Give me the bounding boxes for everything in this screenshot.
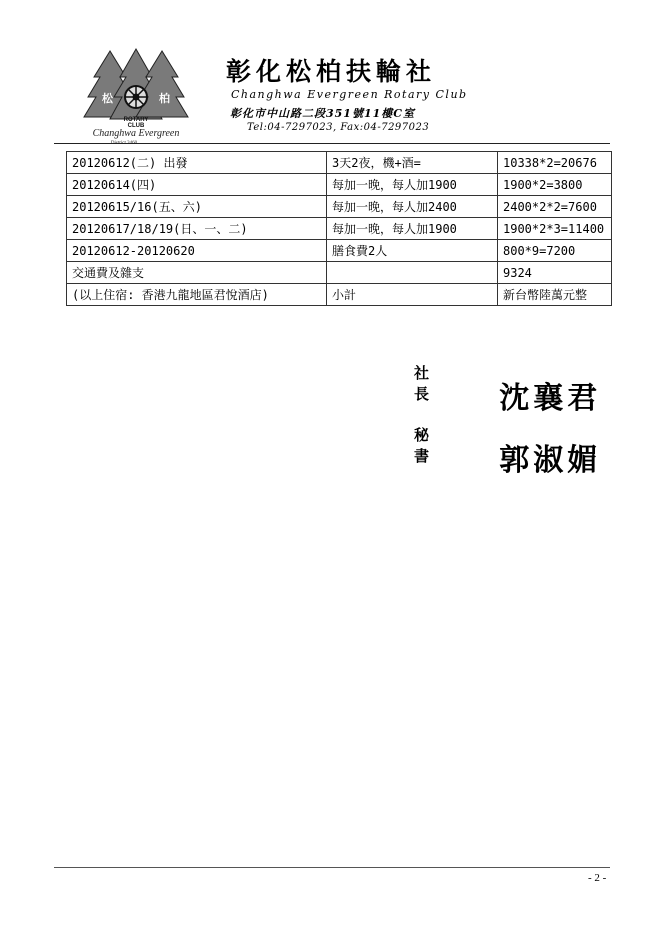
president-signature [414,362,601,417]
president-name: 沈襄君 [499,381,602,416]
table-row [67,262,612,284]
club-tel-fax: Tel:04-7297023, Fax:04-7297023 [247,122,430,133]
footer-divider [54,867,610,868]
table-cell-date: 20120617/18/19(日、一、二) [67,218,327,240]
secretary-name: 郭淑媚 [499,443,602,478]
table-cell-date: (以上住宿: 香港九龍地區君悅酒店) [67,284,327,306]
club-name: 彰化松柏扶輪社 [226,57,437,86]
table-cell-amount: 10338*2=20676 [498,152,612,174]
table-row [67,196,612,218]
pine-trees-rotary-wheel-logo [80,47,192,147]
logo-char-left: 松 [102,92,113,105]
table-cell-item: 每加一晚，每人加1900 [327,218,498,240]
secretary-role: 秘書 [414,426,458,465]
table-cell-item: 每加一晚，每人加2400 [327,196,498,218]
table-cell-date: 20120612(二) 出發 [67,152,327,174]
table-cell-date: 20120612-20120620 [67,240,327,262]
secretary-signature [414,424,601,479]
president-role: 社長 [414,364,458,403]
logo-char-right: 柏 [159,92,170,105]
table-cell-amount: 2400*2*2=7600 [498,196,612,218]
table-cell-item: 每加一晚，每人加1900 [327,174,498,196]
table-cell-amount: 800*9=7200 [498,240,612,262]
table-cell-date: 20120615/16(五、六) [67,196,327,218]
logo-rotary-text: ROTARY [123,117,149,123]
expense-table [66,151,612,306]
table-cell-amount: 9324 [498,262,612,284]
table-cell-amount: 新台幣陸萬元整 [498,284,612,306]
table-cell-item: 3天2夜，機+酒= [327,152,498,174]
table-row [67,152,612,174]
table-row [67,284,612,306]
table-cell-item [327,262,498,284]
table-cell-date: 交通費及雜支 [67,262,327,284]
table-cell-amount: 1900*2=3800 [498,174,612,196]
club-name-english: Changhwa Evergreen Rotary Club [231,88,468,101]
table-cell-item: 膳食費2人 [327,240,498,262]
table-row [67,218,612,240]
logo-district-text: District 3460 [110,141,138,146]
table-row [67,240,612,262]
table-row [67,174,612,196]
table-cell-amount: 1900*2*3=11400 [498,218,612,240]
logo-club-text: CLUB [127,123,145,129]
logo-script-text: Changhwa Evergreen [92,128,180,139]
table-cell-item: 小計 [327,284,498,306]
page-number: - 2 - [588,872,607,884]
table-cell-date: 20120614(四) [67,174,327,196]
header-divider [54,143,610,144]
club-address: 彰化市中山路二段351號11樓C室 [230,107,416,120]
